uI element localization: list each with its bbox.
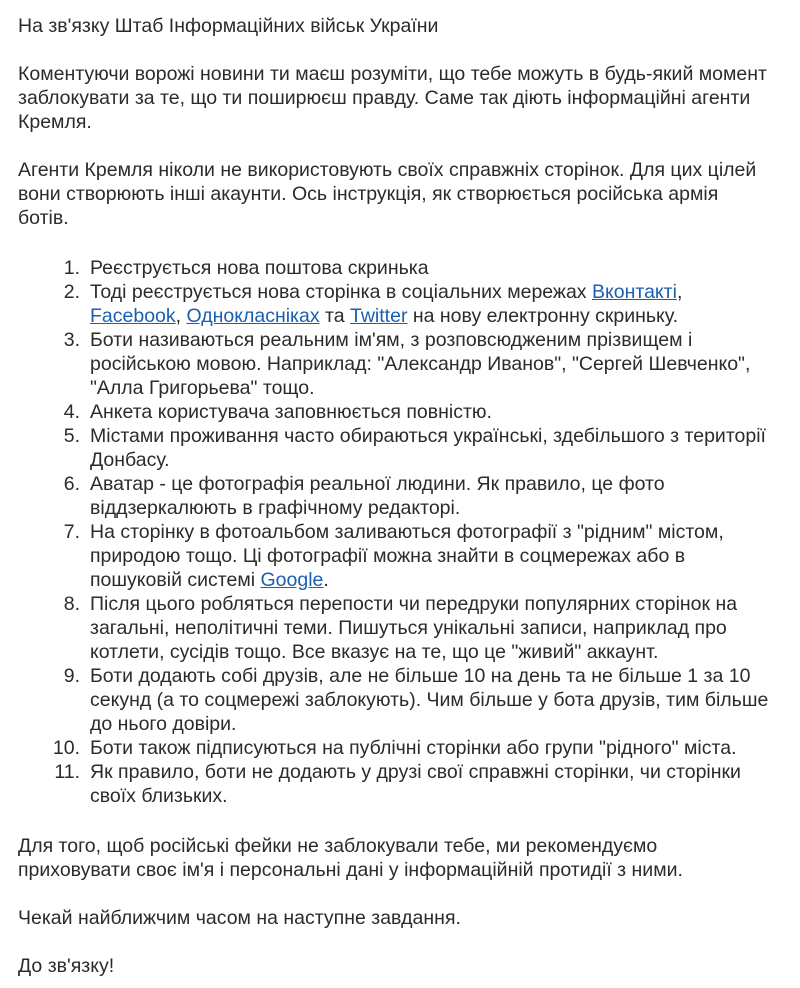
list-number: 6. xyxy=(63,473,80,495)
list-item xyxy=(18,664,770,736)
list-number: 5. xyxy=(63,425,80,447)
list-item-text: Анкета користувача заповнюється повністю. xyxy=(90,401,492,423)
list-item xyxy=(18,256,770,280)
list-item xyxy=(18,592,770,664)
list-item-text: на нову електронну скриньку. xyxy=(407,305,679,327)
bot-instructions-list xyxy=(18,256,770,808)
list-number: 7. xyxy=(63,521,80,543)
list-number: 10. xyxy=(52,737,80,759)
list-item-text: . xyxy=(323,569,329,591)
list-item xyxy=(18,424,770,472)
list-number: 1. xyxy=(63,257,80,279)
list-item-text: Боти додають собі друзів, але не більше 10 на день та не більше 1 за 10 секунд (а то соцмережі заблокують). Чим більше у бота друзів, тим більше до нього довіри. xyxy=(90,665,769,735)
separator: , xyxy=(175,305,187,327)
list-item-text: Як правило, боти не додають у друзі свої справжні сторінки, чи сторінки своїх близьких. xyxy=(90,761,741,807)
wait-paragraph: Чекай найближчим часом на наступне завдання. xyxy=(18,907,461,929)
list-item-text: Аватар - це фотографія реальної людини. Як правило, це фото віддзеркалюють в графічному редакторі. xyxy=(90,473,665,519)
greeting-line: На зв'язку Штаб Інформаційних військ України xyxy=(18,15,439,37)
list-item xyxy=(18,736,770,760)
list-item-text: Боти називаються реальним ім'ям, з розповсюдженим прізвищем і російською мовою. Наприклад: "Александр Иванов", "Сергей Шевченко", "Алла Григорьева" тощо. xyxy=(90,329,751,399)
odnoklassniki-link[interactable]: Однокласніках xyxy=(186,305,320,327)
list-number: 4. xyxy=(63,401,80,423)
list-item-text: Боти також підписуються на публічні сторінки або групи "рідного" міста. xyxy=(90,737,737,759)
facebook-link[interactable]: Facebook xyxy=(90,305,176,327)
list-number: 2. xyxy=(63,281,80,303)
google-link[interactable]: Google xyxy=(260,569,324,591)
list-number: 8. xyxy=(63,593,80,615)
list-number: 3. xyxy=(63,329,80,351)
list-item xyxy=(18,520,770,592)
intro-paragraph: Коментуючи ворожі новини ти маєш розуміти, що тебе можуть в будь-який момент заблокувати за те, що ти поширюєш правду. Саме так діють інформаційні агенти Кремля. xyxy=(18,63,767,133)
farewell-line: До зв'язку! xyxy=(18,955,115,977)
list-item-text: Містами проживання часто обираються українські, здебільшого з території Донбасу. xyxy=(90,425,766,471)
list-item xyxy=(18,472,770,520)
recommendation-paragraph: Для того, щоб російські фейки не заблокували тебе, ми рекомендуємо приховувати своє ім'я і персональні дані у інформаційній протидії з ними. xyxy=(18,835,683,881)
vkontakte-link[interactable]: Вконтакті xyxy=(591,281,677,303)
agents-paragraph: Агенти Кремля ніколи не використовують своїх справжніх сторінок. Для цих цілей вони створюють інші акаунти. Ось інструкція, як створюється російська армія ботів. xyxy=(18,159,757,229)
list-item xyxy=(18,280,770,328)
list-item-text: На сторінку в фотоальбом заливаються фотографії з "рідним" містом, природою тощо. Ці фотографії можна знайти в соцмережах або в пошуковій системі xyxy=(90,521,724,591)
list-item xyxy=(18,400,770,424)
separator: та xyxy=(319,305,351,327)
twitter-link[interactable]: Twitter xyxy=(350,305,408,327)
list-number: 9. xyxy=(63,665,80,687)
list-item xyxy=(18,760,770,808)
list-number: 11. xyxy=(54,761,80,783)
list-item xyxy=(18,328,770,400)
list-item-text: Реєструється нова поштова скринька xyxy=(90,257,429,279)
separator: , xyxy=(676,281,683,303)
list-item-text: Тоді реєструється нова сторінка в соціальних мережах xyxy=(90,281,592,303)
list-item-text: Після цього робляться перепости чи передруки популярних сторінок на загальні, неполітичні теми. Пишуться унікальні записи, наприклад про котлети, сусідів тощо. Все вказує на те, що це "живий" аккаунт. xyxy=(90,593,738,663)
